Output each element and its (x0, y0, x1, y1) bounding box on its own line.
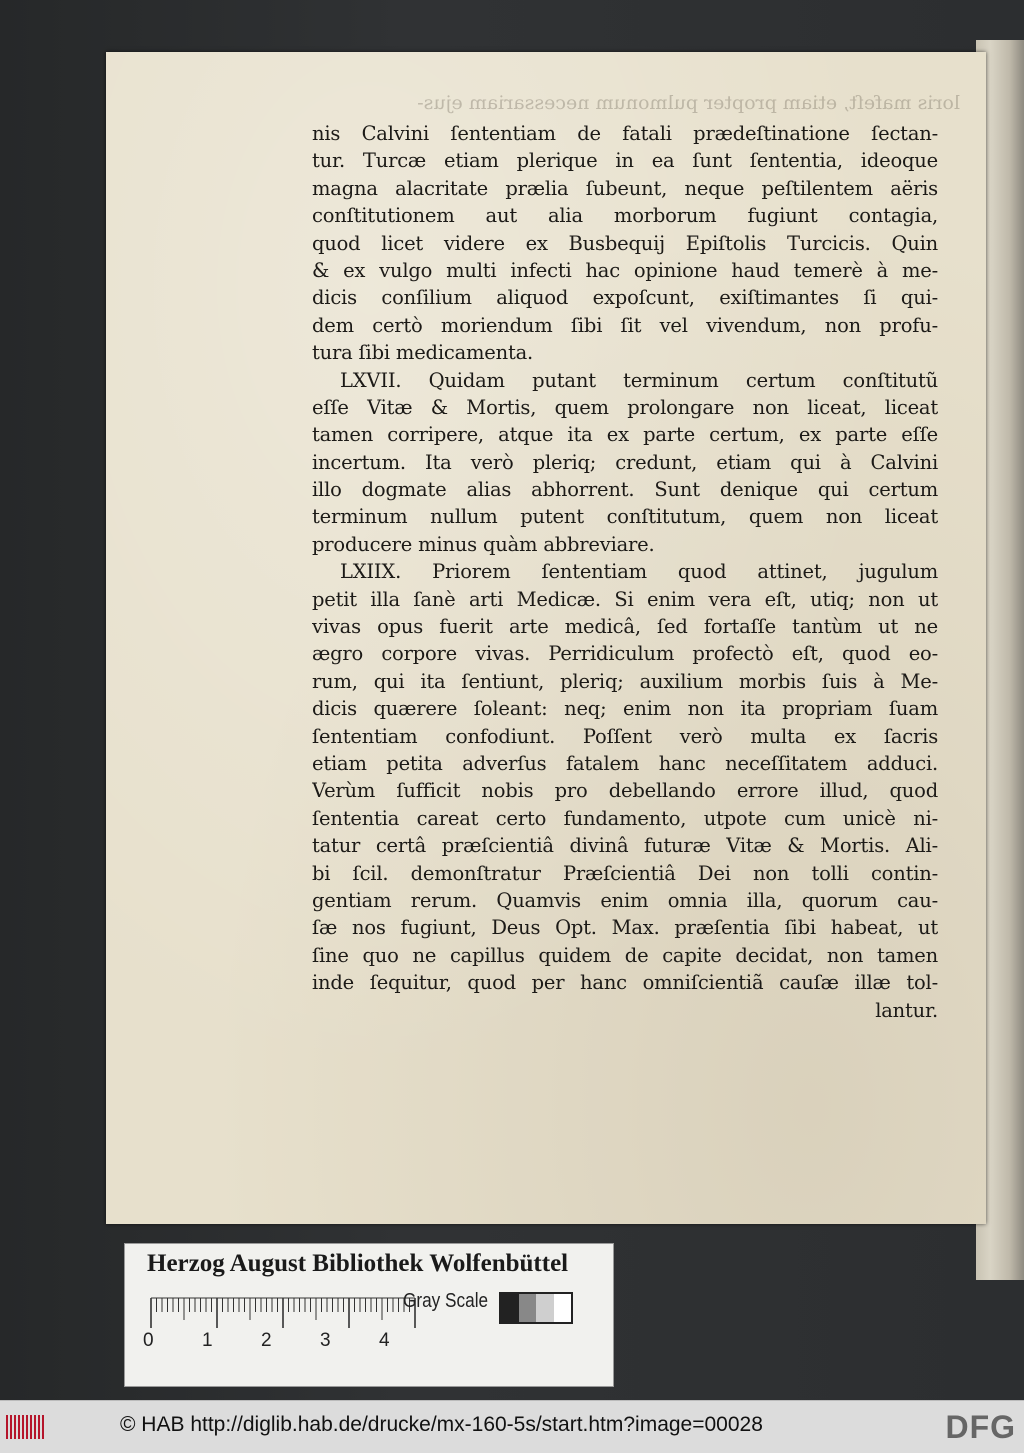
text-line: etiam petita adverſus fatalem hanc neceſſitatem adduci. (312, 751, 938, 775)
ruler-number: 2 (261, 1330, 272, 1351)
gray-swatch (501, 1294, 519, 1322)
text-line: ſæ nos fugiunt, Deus Opt. Max. præſentia ſibi habeat, ut (312, 916, 938, 940)
text-line: dicis conſilium aliquod expoſcunt, exiſtimantes ſi qui- (312, 286, 938, 310)
library-name: Herzog August Bibliothek Wolfenbüttel (147, 1250, 569, 1277)
library-label-card (124, 1243, 614, 1387)
ruler-number: 3 (320, 1330, 331, 1351)
text-line: Verùm ſufficit nobis pro debellando errore illud, quod (312, 779, 938, 803)
gray-swatch (519, 1294, 537, 1322)
ruler-number: 1 (202, 1330, 213, 1351)
text-line: tatur certâ præſcientiâ divinâ futuræ Vitæ & Mortis. Ali- (312, 834, 938, 858)
text-line: producere minus quàm abbreviare. (312, 532, 655, 556)
page-text (312, 120, 938, 1024)
gray-scale-label: Gray Scale (403, 1290, 489, 1312)
scale-ruler (147, 1294, 417, 1340)
gray-swatch (554, 1294, 572, 1322)
ruler-number: 4 (379, 1330, 390, 1351)
text-line: tamen corripere, atque ita ex parte certum, ex parte eſſe (312, 423, 938, 447)
text-line: rum, qui ita ſentiunt, pleriq; auxilium morbis ſuis à Me- (312, 669, 938, 693)
text-line: quod licet videre ex Busbequij Epiſtolis Turcicis. Quin (312, 231, 938, 255)
gray-swatch (536, 1294, 554, 1322)
text-line: terminum nullum putent conſtitutum, quem non liceat (312, 505, 938, 529)
bleed-through-text: loris mafeſt, etiam propter pulmonum necessariam ejus- (417, 92, 960, 114)
text-line: & ex vulgo multi infecti hac opinione haud temerè à me- (312, 258, 938, 282)
text-line: ægro corpore vivas. Perridiculum profectò eſt, quod eo- (312, 642, 938, 666)
text-line: dem certò moriendum ſibi ſit vel vivendum, non profu- (312, 313, 938, 337)
text-line: ſententia careat certo fundamento, utpote cum unicè ni- (312, 806, 938, 830)
text-line: gentiam rerum. Quamvis enim omnia illa, quorum cau- (312, 888, 938, 912)
dfg-logo: DFG (945, 1409, 1016, 1445)
viewer-footer (0, 1400, 1024, 1453)
text-line: lantur. (875, 998, 938, 1022)
ruler-number: 0 (143, 1330, 154, 1351)
text-line: dicis quærere ſoleant: neq; enim non ita propriam ſuam (312, 697, 938, 721)
text-line: vivas opus fuerit arte medicâ, ſed fortaſſe tantùm ut ne (312, 615, 938, 639)
text-line: tura ſibi medicamenta. (312, 341, 534, 365)
text-line: ſententiam confodiunt. Poſſent verò multa ex ſacris (312, 724, 938, 748)
copyright-link[interactable]: © HAB http://diglib.hab.de/drucke/mx-160-5s/start.htm?image=00028 (120, 1413, 763, 1436)
text-line: magna alacritate prælia ſubeunt, neque peſtilentem aëris (312, 176, 938, 200)
hab-logo-icon (6, 1415, 46, 1439)
text-line: inde ſequitur, quod per hanc omniſcientiã cauſæ illæ tol- (312, 971, 938, 995)
text-line: tur. Turcæ etiam plerique in ea ſunt ſententia, ideoque (312, 149, 938, 173)
text-line: bi ſcil. demonſtratur Præſcientiâ Dei non tolli contin- (312, 861, 938, 885)
text-line: ſine quo ne capillus quidem de capite decidat, non tamen (312, 943, 938, 967)
gray-scale-swatches (499, 1292, 573, 1324)
text-line: conſtitutionem aut alia morborum fugiunt contagia, (312, 204, 938, 228)
text-line: petit illa ſanè arti Medicæ. Si enim vera eſt, utiq; non ut (312, 587, 938, 611)
text-line: incertum. Ita verò pleriq; credunt, etiam qui à Calvini (312, 450, 938, 474)
text-line: eſſe Vitæ & Mortis, quem prolongare non liceat, liceat (312, 395, 938, 419)
text-line: LXIIX. Priorem ſententiam quod attinet, jugulum (340, 560, 938, 584)
text-line: nis Calvini ſententiam de fatali prædeſtinatione ſectan- (312, 122, 938, 145)
text-line: illo dogmate alias abhorrent. Sunt denique qui certum (312, 478, 938, 502)
text-line: LXVII. Quidam putant terminum certum conſtitutũ (340, 368, 938, 392)
